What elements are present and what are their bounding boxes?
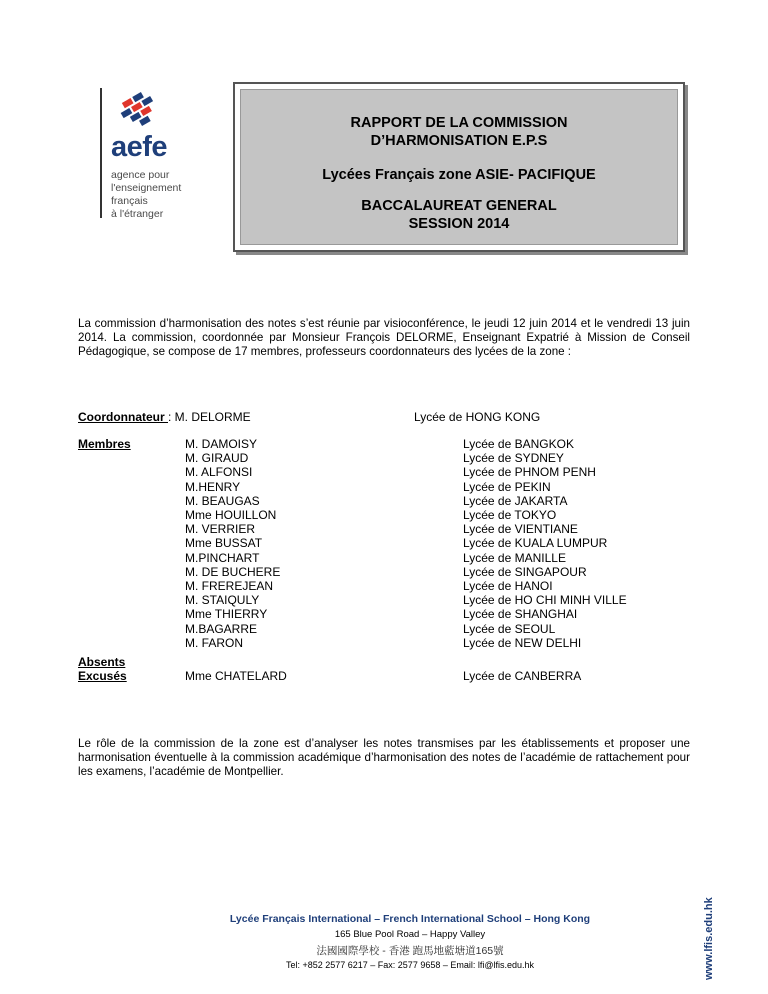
footer-school: Lycée Français International – French International School – Hong Kong — [229, 913, 591, 925]
logo-subtitle-line: l'enseignement — [111, 182, 182, 194]
zone-title: Lycées Français zone ASIE- PACIFIQUE — [322, 167, 596, 183]
logo-divider — [100, 88, 102, 218]
list-item: M. FARON — [185, 635, 244, 650]
footer-contact: Tel: +852 2577 6217 – Fax: 2577 9658 – Email: lfi@lfis.edu.hk — [285, 960, 535, 970]
list-item: Mme BUSSAT — [185, 536, 263, 551]
list-item: M. DAMOISY — [185, 437, 258, 451]
list-item: Lycée de PHNOM PENH — [463, 465, 596, 480]
list-item: Lycée de SEOUL — [463, 621, 556, 636]
list-item: M. DE BUCHERE — [185, 564, 281, 579]
list-item: Mme THIERRY — [185, 607, 268, 622]
list-item: M. FREREJEAN — [185, 579, 274, 594]
footer-website: www.lfis.edu.hk — [703, 897, 715, 980]
intro-paragraph: La commission d’harmonisation des notes s’est réunie par visioconférence, le jeudi 12 juin 2014 et le vendredi 13 juin 2014. La commission, coordonnée par Monsieur François DELORME, Enseignant Expatrié à Mission de Conseil Pédagogique, se compose de 17 membres, professeurs coordonnateurs des lycées de la zone : — [78, 317, 690, 358]
report-title-line-1: RAPPORT DE LA COMMISSION — [350, 115, 568, 131]
footer-address: 165 Blue Pool Road – Happy Valley — [334, 929, 486, 940]
closing-paragraph: Le rôle de la commission de la zone est d’analyser les notes transmises par les établissements et proposer une harmonisation éventuelle à la commission académique d’harmonisation des notes de l’académie de rattachement pour les examens, l’académie de Montpellier. — [78, 737, 690, 778]
list-item: Lycée de MANILLE — [463, 550, 566, 565]
coordinator-school: Lycée de HONG KONG — [414, 410, 541, 424]
members-label — [78, 437, 131, 451]
absent-school: Lycée de CANBERRA — [463, 669, 582, 683]
list-item: Mme HOUILLON — [185, 508, 277, 523]
member-schools-list — [463, 437, 627, 650]
members-label-text: Membres — [78, 437, 131, 451]
footer-address-cn: 法國國際學校 - 香港 跑馬地藍塘道165號 — [316, 945, 504, 957]
list-item: Lycée de SHANGHAI — [463, 607, 578, 622]
coordinator-label: Coordonnateur — [78, 410, 168, 424]
list-item: Lycée de HANOI — [463, 579, 553, 594]
report-title-line-2: D’HARMONISATION E.P.S — [370, 133, 548, 149]
absents-label — [78, 655, 127, 683]
member-names-list — [185, 437, 280, 650]
list-item: M.HENRY — [185, 479, 241, 494]
coordinator-name: : M. DELORME — [168, 410, 251, 424]
session-name: SESSION 2014 — [408, 216, 510, 232]
absents-label-line-2: Excusés — [78, 669, 127, 683]
list-item: Lycée de HO CHI MINH VILLE — [463, 593, 627, 608]
absents-label-line-1: Absents — [78, 655, 126, 669]
title-box-inner — [240, 89, 678, 245]
logo-subtitle-line: à l'étranger — [111, 208, 164, 220]
report-title — [241, 114, 677, 150]
absent-name: Mme CHATELARD — [185, 669, 287, 683]
list-item: Lycée de KUALA LUMPUR — [463, 536, 608, 551]
list-item: M. STAIQULY — [185, 593, 260, 608]
exam-name: BACCALAUREAT GENERAL — [361, 198, 557, 214]
list-item: Lycée de PEKIN — [463, 479, 551, 494]
list-item: M.BAGARRE — [185, 621, 258, 636]
list-item: Lycée de BANGKOK — [463, 437, 574, 451]
logo-subtitle-line: agence pour — [111, 169, 170, 181]
list-item: M. ALFONSI — [185, 465, 253, 480]
list-item: Lycée de JAKARTA — [463, 493, 568, 508]
list-item: M. BEAUGAS — [185, 493, 260, 508]
list-item: Lycée de SINGAPOUR — [463, 564, 587, 579]
list-item: Lycée de SYDNEY — [463, 451, 564, 466]
exam-title — [241, 197, 677, 233]
list-item: Lycée de NEW DELHI — [463, 635, 582, 650]
list-item: Lycée de VIENTIANE — [463, 522, 578, 537]
title-box — [233, 82, 685, 252]
list-item: M. VERRIER — [185, 522, 256, 537]
list-item: M. GIRAUD — [185, 451, 249, 466]
aefe-logo — [100, 88, 220, 223]
logo-wordmark: aefe — [111, 131, 168, 163]
aefe-mark-icon — [114, 90, 162, 132]
logo-subtitle — [111, 169, 181, 221]
logo-subtitle-line: français — [111, 195, 148, 207]
list-item: Lycée de TOKYO — [463, 508, 557, 523]
coordinator-row — [78, 410, 251, 424]
list-item: M.PINCHART — [185, 550, 260, 565]
